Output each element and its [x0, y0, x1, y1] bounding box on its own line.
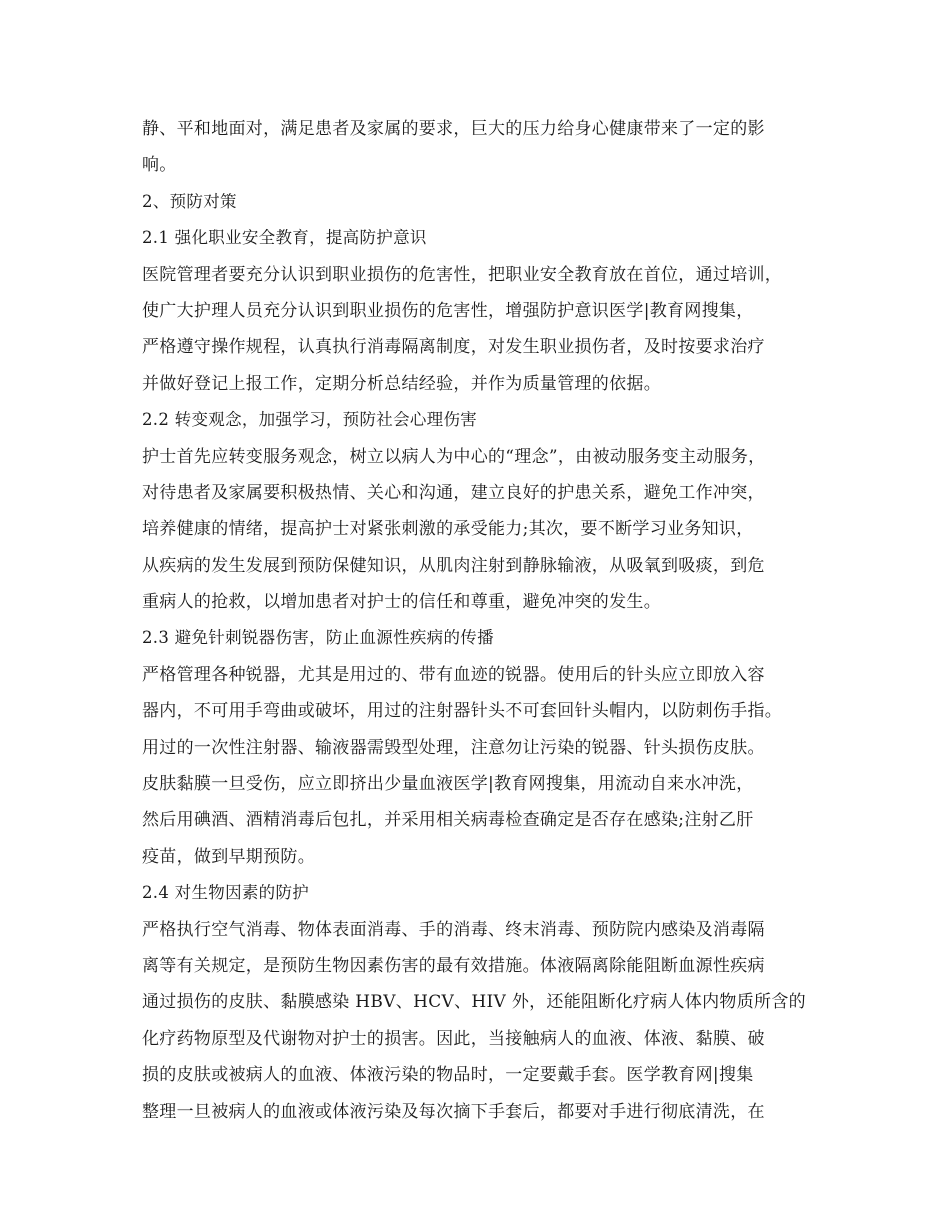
section-heading: 2.3 避免针刺锐器伤害，防止血源性疾病的传播	[142, 628, 494, 648]
section-heading: 2.1 强化职业安全教育，提高防护意识	[142, 228, 427, 248]
paragraph-line: 响。	[142, 155, 177, 176]
paragraph-line: 从疾病的发生发展到预防保健知识，从肌肉注射到静脉输液，从吸氧到吸痰，到危	[142, 555, 765, 576]
paragraph-line: 整理一旦被病人的血液或体液污染及每次摘下手套后，都要对手进行彻底清洗，在	[142, 1101, 765, 1122]
paragraph-line: 用过的一次性注射器、输液器需毁型处理，注意勿让污染的锐器、针头损伤皮肤。	[142, 737, 765, 758]
section-heading: 2.4 对生物因素的防护	[142, 883, 310, 903]
paragraph-line: 严格执行空气消毒、物体表面消毒、手的消毒、终末消毒、预防院内感染及消毒隔	[142, 919, 765, 940]
paragraph-line: 皮肤黏膜一旦受伤，应立即挤出少量血液医学|教育网搜集，用流动自来水冲洗，	[142, 774, 754, 795]
paragraph-line: 静、平和地面对，满足患者及家属的要求，巨大的压力给身心健康带来了一定的影	[142, 119, 765, 139]
paragraph-line: 损的皮肤或被病人的血液、体液污染的物品时，一定要戴手套。医学教育网|搜集	[142, 1065, 754, 1086]
paragraph-line: 医院管理者要充分认识到职业损伤的危害性，把职业安全教育放在首位，通过培训，	[142, 264, 783, 285]
paragraph-line: 并做好登记上报工作，定期分析总结经验，并作为质量管理的依据。	[142, 373, 661, 394]
paragraph-line: 严格管理各种锐器，尤其是用过的、带有血迹的锐器。使用后的针头应立即放入容	[142, 664, 765, 685]
document-page	[142, 111, 812, 1130]
paragraph-line: 通过损伤的皮肤、黏膜感染 HBV、HCV、HIV 外，还能阻断化疗病人体内物质所含的	[142, 992, 806, 1013]
section-heading: 2.2 转变观念，加强学习，预防社会心理伤害	[142, 410, 478, 430]
paragraph-line: 严格遵守操作规程，认真执行消毒隔离制度，对发生职业损伤者，及时按要求治疗	[142, 337, 765, 358]
paragraph-line: 护士首先应转变服务观念，树立以病人为中心的“理念”，由被动服务变主动服务，	[142, 446, 766, 467]
paragraph-line: 重病人的抢救，以增加患者对护士的信任和尊重，避免冲突的发生。	[142, 592, 661, 613]
paragraph-line: 器内，不可用手弯曲或破坏，用过的注射器针头不可套回针头帽内，以防刺伤手指。	[142, 701, 783, 722]
paragraph-line: 对待患者及家属要积极热情、关心和沟通，建立良好的护患关系，避免工作冲突，	[142, 482, 765, 503]
paragraph-line: 培养健康的情绪，提高护士对紧张刺激的承受能力;其次，要不断学习业务知识，	[142, 519, 754, 540]
paragraph-line: 使广大护理人员充分认识到职业损伤的危害性，增强防护意识医学|教育网搜集，	[142, 300, 754, 321]
paragraph-line: 然后用碘酒、酒精消毒后包扎，并采用相关病毒检查确定是否存在感染;注射乙肝	[142, 810, 754, 831]
paragraph-line: 离等有关规定，是预防生物因素伤害的最有效措施。体液隔离除能阻断血源性疾病	[142, 955, 765, 976]
paragraph-line: 化疗药物原型及代谢物对护士的损害。因此，当接触病人的血液、体液、黏膜、破	[142, 1028, 765, 1049]
section-heading: 2、预防对策	[142, 191, 237, 211]
paragraph-line: 疫苗，做到早期预防。	[142, 846, 315, 867]
